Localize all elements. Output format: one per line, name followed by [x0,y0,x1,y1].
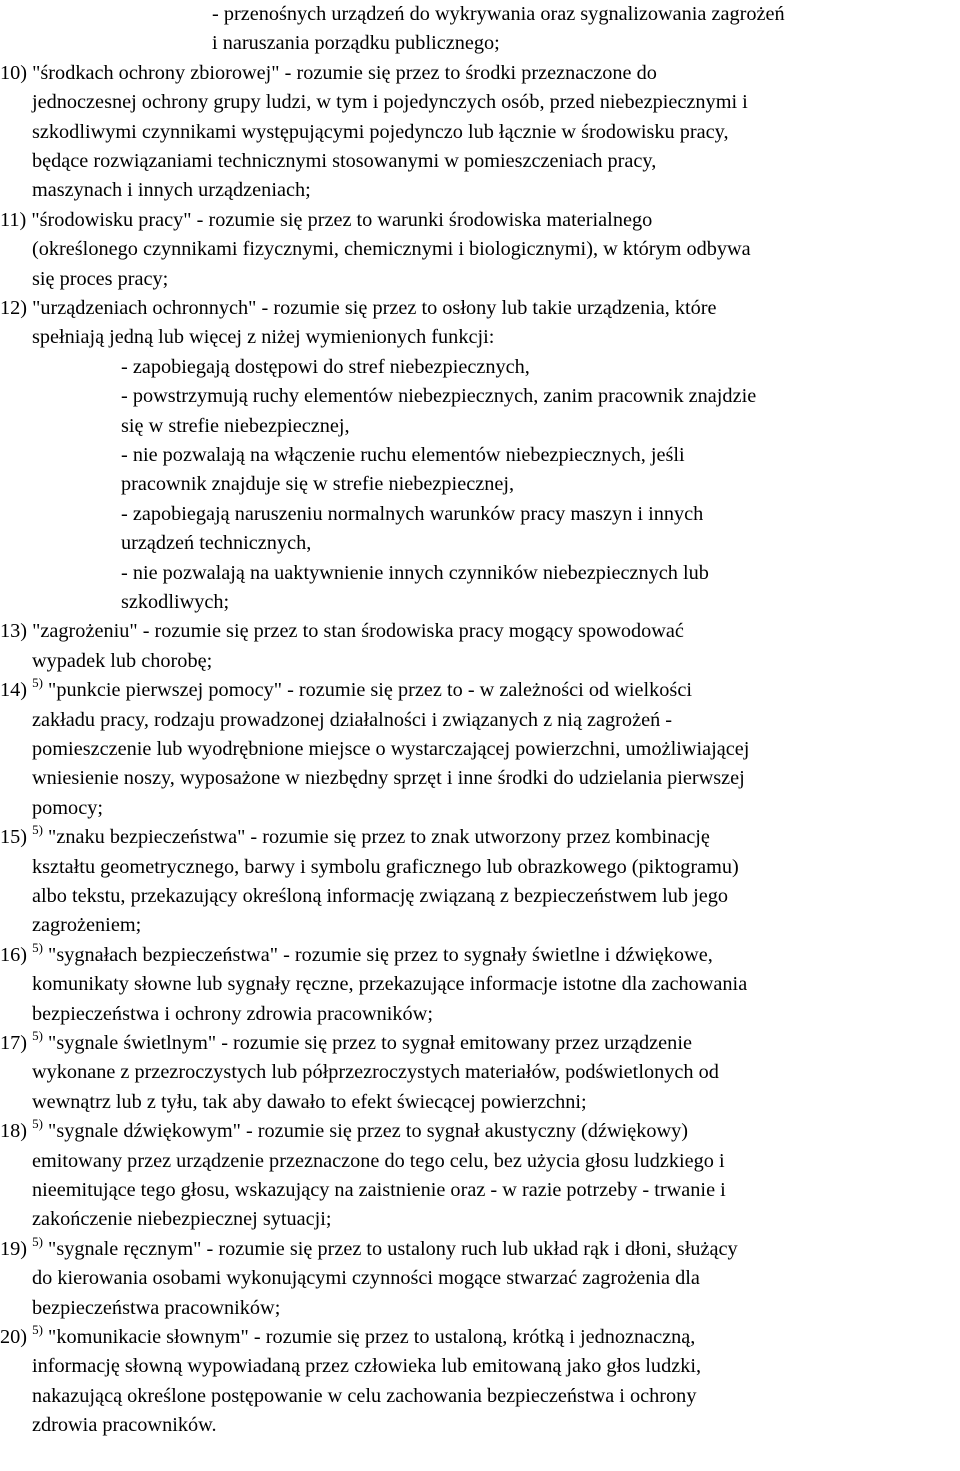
definition-text-line: będące rozwiązaniami technicznymi stosowanymi w pomieszczeniach pracy, [32,150,657,172]
definition-text-line: pomieszczenie lub wyodrębnione miejsce o wystarczającej powierzchni, umożliwiającej [32,738,750,760]
footnote-marker: 5) [32,1322,43,1337]
definition-text-line: szkodliwymi czynnikami występującymi pojedynczo lub łącznie w środowisku pracy, [32,120,729,143]
definition-text-line: wypadek lub chorobę; [32,649,213,672]
definition-text-line: zdrowia pracowników. [32,1414,217,1437]
item-number: 19) [0,1237,28,1260]
definition-text-line: emitowany przez urządzenie przeznaczone do tego celu, bez użycia głosu ludzkiego i [32,1149,725,1172]
function-list-line: - nie pozwalają na włączenie ruchu elementów niebezpiecznych, jeśli [121,444,685,466]
definition-text: "środowisku pracy" - rozumie się przez to warunki środowiska materialnego [31,208,653,231]
definition-text-line: informację słowną wypowiadaną przez człowieka lub emitowaną jako głos ludzki, [32,1355,702,1378]
footnote-marker: 5) [32,822,43,838]
definition-item [0,59,657,88]
function-list-line: - zapobiegają dostępowi do stref niebezpiecznych, [121,355,530,378]
continuation-line: i naruszania porządku publicznego; [212,32,500,55]
definition-item [0,617,684,646]
footnote-marker: 5) [32,675,43,691]
definition-text: "sygnale dźwiękowym" - rozumie się przez to sygnał akustyczny (dźwiękowy) [48,1120,689,1143]
definition-text: "sygnałach bezpieczeństwa" - rozumie się przez to sygnały świetlne i dźwiękowe, [48,943,713,966]
footnote-marker: 5) [32,1233,43,1249]
definition-text-line: wykonane z przezroczystych lub półprzezroczystych materiałów, podświetlonych od [32,1061,719,1084]
definition-text-line: się proces pracy; [32,267,169,290]
function-list-line: szkodliwych; [121,591,230,613]
definition-text-line: pomocy; [32,796,103,819]
definition-item [0,1029,692,1058]
item-number: 11) [0,208,27,231]
definition-item [0,941,713,970]
definition-text: "punkcie pierwszej pomocy" - rozumie się przez to - w zależności od wielkości [48,679,692,702]
footnote-marker: 5) [32,1116,43,1132]
definition-text-line: wniesienie noszy, wyposażone w niezbędny sprzęt i inne środki do udzielania pierwszej [32,767,745,790]
function-list-line: się w strefie niebezpiecznej, [121,414,350,437]
continuation-line: - przenośnych urządzeń do wykrywania oraz sygnalizowania zagrożeń [212,3,785,25]
definition-text-line: nieemitujące tego głosu, wskazujący na zaistnienie oraz - w razie potrzeby - trwanie i [32,1179,726,1201]
definition-item [0,1235,738,1264]
item-number: 14) [0,679,28,702]
definition-text-line: komunikaty słowne lub sygnały ręczne, przekazujące informacje istotne dla zachowania [32,973,748,996]
definition-text: "sygnale ręcznym" - rozumie się przez to ustalony ruch lub układ rąk i dłoni, służący [48,1237,738,1260]
definition-text-line: (określonego czynnikami fizycznymi, chemicznymi i biologicznymi), w którym odbywa [32,238,751,261]
item-number: 10) [0,61,28,84]
item-number: 20) [0,1326,28,1348]
definition-text-line: zagrożeniem; [32,914,142,937]
definition-item [0,823,710,852]
definition-text: "zagrożeniu" - rozumie się przez to stan środowiska pracy mogący spowodować [32,620,684,643]
item-number: 12) [0,297,28,319]
definition-text-line: albo tekstu, przekazujący określoną informację związaną z bezpieczeństwem lub jego [32,885,728,907]
item-number: 16) [0,943,28,966]
definition-text: "znaku bezpieczeństwa" - rozumie się przez to znak utworzony przez kombinację [48,826,710,849]
definition-item [0,1117,688,1146]
definition-text-line: bezpieczeństwa i ochrony zdrowia pracowników; [32,1002,433,1025]
definition-item [0,676,692,705]
footnote-marker: 5) [32,1028,43,1043]
definition-item [0,294,717,323]
definition-text-line: wewnątrz lub z tyłu, tak aby dawało to efekt świecącej powierzchni; [32,1090,587,1113]
item-number: 15) [0,826,28,849]
definition-text-line: spełniają jedną lub więcej z niżej wymienionych funkcji: [32,326,495,349]
item-number: 17) [0,1032,28,1054]
definition-text: "sygnale świetlnym" - rozumie się przez to sygnał emitowany przez urządzenie [48,1032,692,1054]
item-number: 13) [0,620,28,643]
definition-text-line: zakładu pracy, rodzaju prowadzonej działalności i związanych z nią zagrożeń - [32,708,673,731]
function-list-line: - zapobiegają naruszeniu normalnych warunków pracy maszyn i innych [121,502,704,525]
definition-text-line: jednoczesnej ochrony grupy ludzi, w tym i pojedynczych osób, przed niebezpiecznymi i [32,91,748,114]
definition-text-line: nakazującą określone postępowanie w celu zachowania bezpieczeństwa i ochrony [32,1384,697,1407]
definition-text-line: do kierowania osobami wykonującymi czynności mogące stwarzać zagrożenia dla [32,1267,700,1290]
definition-item [0,1323,695,1352]
definition-text: "komunikacie słownym" - rozumie się przez to ustaloną, krótką i jednoznaczną, [48,1326,696,1348]
function-list-line: pracownik znajduje się w strefie niebezpiecznej, [121,473,515,496]
definition-text-line: zakończenie niebezpiecznej sytuacji; [32,1208,332,1231]
definition-text: "urządzeniach ochronnych" - rozumie się przez to osłony lub takie urządzenia, które [32,297,717,319]
definition-text-line: bezpieczeństwa pracowników; [32,1296,281,1319]
definition-item [0,206,652,235]
definition-text: "środkach ochrony zbiorowej" - rozumie się przez to środki przeznaczone do [32,61,657,84]
definition-text-line: kształtu geometrycznego, barwy i symbolu graficznego lub obrazkowego (piktogramu) [32,855,739,878]
function-list-line: urządzeń technicznych, [121,532,312,555]
function-list-line: - nie pozwalają na uaktywnienie innych czynników niebezpiecznych lub [121,561,709,584]
definition-text-line: maszynach i innych urządzeniach; [32,179,311,202]
function-list-line: - powstrzymują ruchy elementów niebezpiecznych, zanim pracownik znajdzie [121,385,757,408]
footnote-marker: 5) [32,939,43,955]
item-number: 18) [0,1120,28,1143]
